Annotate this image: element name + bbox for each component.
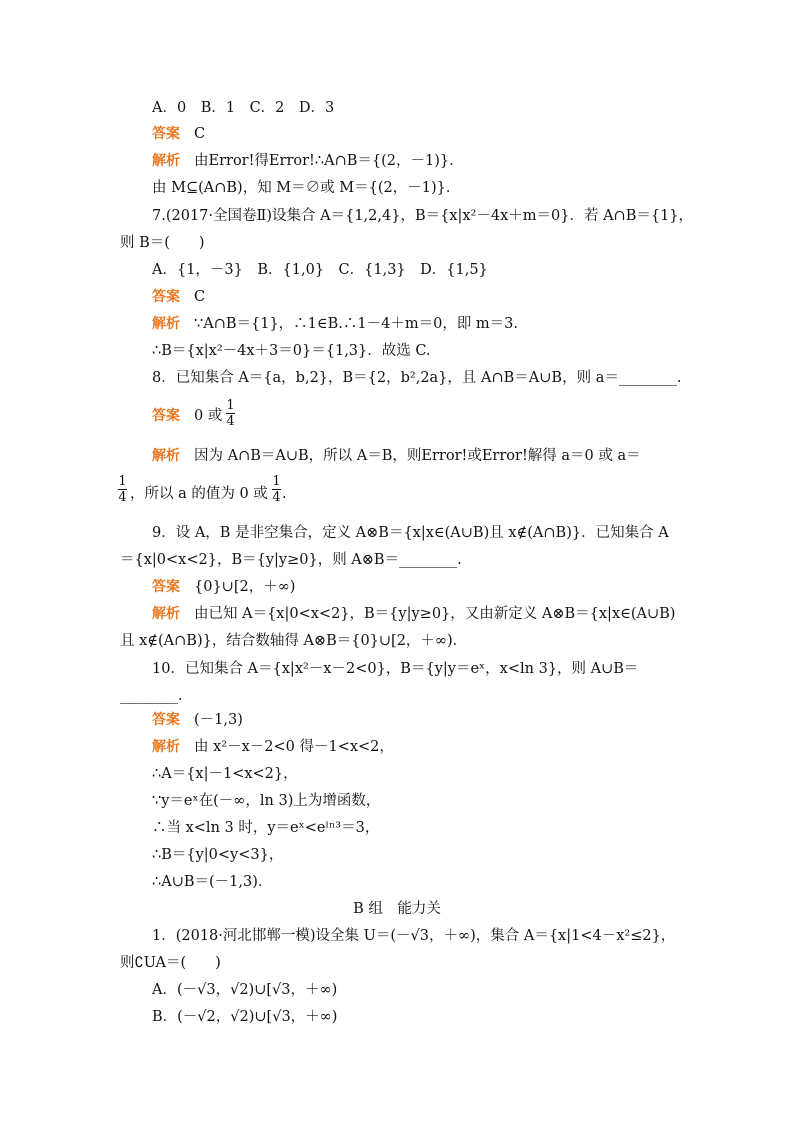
answer-tag: 答案: [152, 289, 180, 305]
question-b1-cont: 则∁UA＝( ): [120, 955, 221, 971]
answer-line: [152, 577, 295, 597]
question-9-cont: ＝{x|0<x<2}，B＝{y|y≥0}，则 A⊗B＝________.: [120, 552, 462, 568]
text-line: ∴B＝{x|x²－4x＋3＝0}＝{1,3}．故选 C.: [152, 343, 431, 359]
analysis-tag: 解析: [152, 316, 180, 332]
analysis-line: [152, 446, 641, 466]
text-line: ∴A∪B＝(－1,3)．: [152, 874, 273, 890]
text-line: 且 x∉(A∩B)}，结合数轴得 A⊗B＝{0}∪[2，＋∞)．: [120, 633, 468, 649]
analysis-line: [152, 604, 675, 624]
answer-value: {0}∪[2，＋∞): [194, 579, 296, 595]
analysis-text: 由Error!得Error!∴A∩B＝{(2，－1)}．: [194, 153, 464, 169]
answer-value: (－1,3): [194, 712, 243, 728]
answer-value: C: [194, 126, 206, 142]
option-b: B．(－√2，√2)∪[√3，＋∞): [152, 1009, 338, 1025]
options-line: A．{1，－3} B．{1,0} C．{1,3} D．{1,5}: [152, 262, 488, 278]
answer-value: C: [194, 289, 206, 305]
text-line: ∴A＝{x|－1<x<2}，: [152, 766, 298, 782]
text-line: 由 M⊆(A∩B)，知 M＝∅或 M＝{(2，－1)}．: [152, 180, 461, 196]
question-8: 8．已知集合 A＝{a，b,2}，B＝{2，b²,2a}，且 A∩B＝A∪B，则 a＝________.: [152, 370, 682, 386]
analysis-line: [152, 737, 394, 757]
answer-line: [152, 710, 243, 730]
analysis-text: 因为 A∩B＝A∪B，所以 A＝B，则Error!或Error!解得 a＝0 或 a＝: [194, 448, 641, 464]
question-10-cont: ________.: [120, 688, 183, 704]
question-10: 10．已知集合 A＝{x|x²－x－2<0}，B＝{y|y＝eˣ，x<ln 3}，则 A∪B＝: [152, 661, 639, 677]
question-9: 9．设 A，B 是非空集合，定义 A⊗B＝{x|x∈(A∪B)且 x∉(A∩B)}．已知集合 A: [152, 525, 669, 541]
answer-tag: 答案: [152, 579, 180, 595]
question-7-cont: 则 B＝( ): [120, 235, 205, 251]
analysis-tag: 解析: [152, 448, 180, 464]
analysis-tag: 解析: [152, 606, 180, 622]
text-end: .: [282, 486, 287, 502]
analysis-text: 由已知 A＝{x|0<x<2}，B＝{y|y≥0}，又由新定义 A⊗B＝{x|x∈(A∪B): [194, 606, 676, 622]
fraction: [226, 398, 235, 429]
text-line: ∵y＝eˣ在(－∞，ln 3)上为增函数，: [152, 793, 381, 809]
analysis-line: [152, 314, 518, 334]
analysis-text: ∵A∩B＝{1}，∴1∈B.∴1－4＋m＝0，即 m＝3.: [194, 316, 519, 332]
answer-tag: 答案: [152, 126, 180, 142]
analysis-tag: 解析: [152, 739, 180, 755]
section-heading: B 组 能力关: [353, 901, 441, 917]
fraction-denominator: 4: [272, 490, 281, 505]
answer-line: [152, 124, 205, 144]
text-line: ∴当 x<ln 3 时，y＝eˣ<eˡⁿ³＝3，: [152, 820, 380, 836]
option-a: A．(－√3，√2)∪[√3，＋∞): [152, 982, 338, 998]
options-line: A．0 B．1 C．2 D．3: [152, 100, 335, 116]
fraction-numerator: 1: [118, 474, 127, 489]
question-b1: 1．(2018·河北邯郸一模)设全集 U＝(－√3，＋∞)，集合 A＝{x|1<4－x²≤2}，: [152, 928, 676, 944]
fraction: [118, 474, 127, 505]
answer-tag: 答案: [152, 408, 180, 424]
analysis-tag: 解析: [152, 153, 180, 169]
question-7: 7.(2017·全国卷Ⅱ)设集合 A＝{1,2,4}，B＝{x|x²－4x＋m＝0}．若 A∩B＝{1}，: [152, 208, 694, 224]
answer-line: [152, 406, 222, 426]
fraction-denominator: 4: [226, 414, 235, 429]
answer-value: 0 或: [194, 408, 223, 424]
fraction: [272, 474, 281, 505]
text-line: ，所以 a 的值为 0 或: [130, 486, 268, 502]
answer-line: [152, 287, 205, 307]
fraction-numerator: 1: [226, 398, 235, 413]
text-line: ∴B＝{y|0<y<3}，: [152, 847, 284, 863]
analysis-line: [152, 151, 464, 171]
fraction-denominator: 4: [118, 490, 127, 505]
answer-tag: 答案: [152, 712, 180, 728]
analysis-text: 由 x²－x－2<0 得－1<x<2，: [194, 739, 394, 755]
fraction-numerator: 1: [272, 474, 281, 489]
